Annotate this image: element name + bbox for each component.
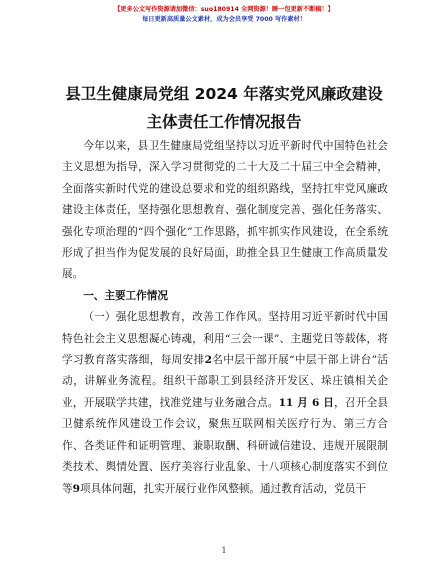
- para-number: 2: [204, 354, 212, 367]
- intro-paragraph: 今年以来，县卫生健康局党组坚持以习近平新时代中国特色社会主义思想为指导，深入学习贯彻党的二十大及二十届三中全会精神，全面落实新时代党的建设总要求和党的组织路线，坚持扛牢党风廉政建设主体责任，坚持强化思想教育、强化制度完善、强化任务落实、强化专项治理的“四个强化”工作思路，抓牢抓实作风建设，在全系统形成了担当作为促发展的良好局面，助推全县卫生健康工作高质量发展。: [62, 140, 388, 281]
- para-text: ，召开全县卫健系统作风建设工作会议，聚焦互联网相关医疗行为、第三方合作、各类证件和证明管理、兼职取酬、科研诚信建设、违规开展限制类技术、舆情处置、医疗美容行业乱象、十八项核心制度落实不到位等: [62, 396, 389, 495]
- banner-line-blue: 每日更新高质量公文素材，成为会员享受 7000 写作素材！: [142, 16, 306, 23]
- resource-banner: [0, 5, 448, 25]
- page-number: 1: [221, 546, 227, 555]
- para-text: 项具体问题，扎实开展行业作风整顿。通过教育活动，党员干: [79, 482, 366, 495]
- section-heading: 一、主要工作情况: [83, 289, 168, 302]
- para-date: 11 月 6 日: [278, 396, 335, 409]
- section-paragraph: [62, 307, 388, 500]
- para-text: （一）强化思想教育，改善工作作风。坚持用习近平新时代中国特色社会主义思想凝心铸魂，利用“三会一课”、主题党日等载体，将学习教育落实落细，每周安排: [62, 311, 388, 367]
- document-body: [62, 136, 388, 500]
- banner-line-red: 【更多公文写作资源请加微信：suo180914 全网资源！睡一包更新不断稿！】: [114, 6, 334, 13]
- para-text: 名中层干部开展“中层干部上讲台”活动，讲解业务流程。组织干部职工到县经济开发区、垛庄镇相关企业，开展联学共建，找准党建与业务融合点。: [62, 354, 388, 409]
- para-number: 9: [72, 482, 80, 495]
- document-title: 县卫生健康局党组 2024 年落实党风廉政建设主体责任工作情况报告: [65, 85, 383, 131]
